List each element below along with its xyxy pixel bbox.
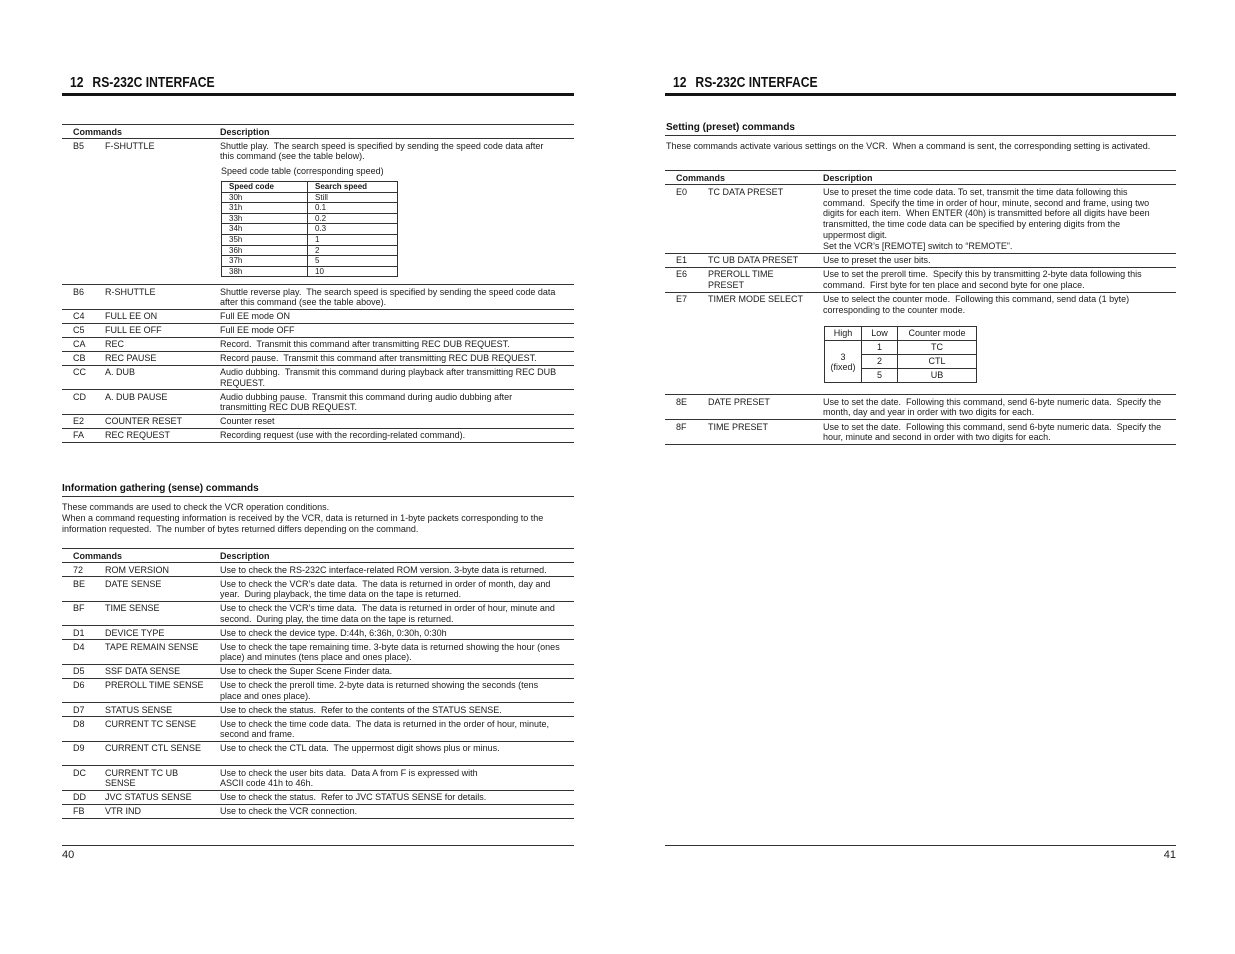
command-row xyxy=(665,420,1176,445)
chapter-header xyxy=(673,74,818,91)
command-code: C4 xyxy=(73,311,85,322)
command-code: BF xyxy=(73,603,85,613)
command-name: COUNTER RESET xyxy=(105,416,183,427)
command-description: Use to check the status. Refer to JVC STATUS SENSE for details. xyxy=(220,792,487,802)
command-row xyxy=(62,742,574,767)
command-name: VTR IND xyxy=(105,806,141,816)
section-heading: Information gathering (sense) commands xyxy=(62,483,574,497)
command-description: Use to check the Super Scene Finder data. xyxy=(220,666,393,676)
speed-table-row xyxy=(222,256,398,267)
command-description-cell xyxy=(220,141,574,284)
command-row xyxy=(62,602,574,627)
command-code: 8E xyxy=(676,396,688,407)
command-description: Use to set the date. Following this command, send 6-byte numeric data. Specify the hour, minute and second in order with two digits for each. xyxy=(823,421,1162,443)
section-heading: Setting (preset) commands xyxy=(665,122,1176,136)
command-row xyxy=(62,390,574,415)
description-column-header: Description xyxy=(823,172,873,183)
command-row xyxy=(62,717,574,742)
command-description: Counter reset xyxy=(220,416,275,427)
mode-table-header-row xyxy=(825,327,977,341)
command-code: C5 xyxy=(73,325,85,336)
command-code: FA xyxy=(73,430,85,441)
command-name: TC DATA PRESET xyxy=(708,186,784,197)
speed-code-cell: 31h xyxy=(222,203,308,214)
command-description-cell xyxy=(220,339,574,350)
chapter-title: RS-232C INTERFACE xyxy=(92,74,215,91)
header-rule xyxy=(665,93,1176,96)
command-row xyxy=(62,703,574,717)
table-header-row xyxy=(62,125,574,139)
speed-code-cell: 33h xyxy=(222,213,308,224)
command-description: Use to check the tape remaining time. 3-byte data is returned showing the hour (ones place) and minutes (tens place and ones place). xyxy=(220,641,560,662)
command-row xyxy=(62,640,574,665)
speed-code-table xyxy=(221,181,398,277)
command-description: Use to check the VCR’s date data. The data is returned in order of month, day and year. During playback, the time data on the tape is returned. xyxy=(220,578,551,599)
command-row xyxy=(62,577,574,602)
command-code: D7 xyxy=(73,704,85,715)
commands-column-header: Commands xyxy=(676,172,726,183)
description-column-header: Description xyxy=(220,126,270,137)
command-description: Use to check the RS-232C interface-related ROM version. 3-byte data is returned. xyxy=(220,564,547,575)
command-name: STATUS SENSE xyxy=(105,704,173,715)
speed-code-cell: 38h xyxy=(222,266,308,277)
command-description: Use to check the user bits data. Data A from F is expressed with ASCII code 41h to 46h. xyxy=(220,767,478,788)
mode-table-row xyxy=(825,341,977,355)
command-code: B6 xyxy=(73,286,85,297)
command-description-cell xyxy=(220,768,574,789)
command-row xyxy=(62,338,574,352)
command-row xyxy=(665,395,1176,420)
command-code: 8F xyxy=(676,421,687,432)
command-description: Use to check the status. Refer to the contents of the STATUS SENSE. xyxy=(220,704,502,715)
command-code: CC xyxy=(73,367,86,378)
command-description: Use to check the VCR’s time data. The data is returned in order of hour, minute and second. During play, the time data on the tape is returned. xyxy=(220,603,555,624)
command-code: D8 xyxy=(73,718,85,729)
command-name: DATE SENSE xyxy=(105,578,162,589)
command-name: JVC STATUS SENSE xyxy=(105,792,192,802)
chapter-number: 12 xyxy=(70,74,84,91)
command-code: BE xyxy=(73,578,86,589)
chapter-number: 12 xyxy=(673,74,687,91)
command-row xyxy=(62,310,574,324)
command-row xyxy=(665,268,1176,293)
command-description-cell xyxy=(220,642,574,663)
command-code: B5 xyxy=(73,140,85,151)
command-row xyxy=(62,324,574,338)
command-name: SSF DATA SENSE xyxy=(105,666,181,676)
speed-table-row xyxy=(222,192,398,203)
command-row xyxy=(62,626,574,640)
section-intro: These commands activate various settings on the VCR. When a command is sent, the corresponding setting is activated. xyxy=(666,140,1151,151)
command-code: FB xyxy=(73,806,85,816)
command-description-cell xyxy=(220,416,574,427)
command-name: PREROLL TIME SENSE xyxy=(105,680,204,690)
command-description-cell xyxy=(823,269,1176,291)
command-description-cell xyxy=(220,806,574,817)
speed-table-row xyxy=(222,266,398,277)
search-speed-header: Search speed xyxy=(308,182,398,193)
command-description-cell xyxy=(220,628,574,639)
speed-code-cell: 37h xyxy=(222,256,308,267)
command-name: DATE PRESET xyxy=(708,396,770,407)
command-name: F-SHUTTLE xyxy=(105,140,155,151)
command-code: D9 xyxy=(73,743,85,753)
command-description: Audio dubbing pause. Transmit this command during audio dubbing after transmitting REC DUB REQUEST. xyxy=(220,391,513,413)
command-row xyxy=(62,665,574,679)
counter-mode-cell: TC xyxy=(898,341,977,355)
counter-mode-cell: CTL xyxy=(898,355,977,369)
command-name: TAPE REMAIN SENSE xyxy=(105,641,199,652)
sense-command-table xyxy=(62,548,574,819)
speed-code-cell: 34h xyxy=(222,224,308,235)
footer-rule xyxy=(665,845,1176,846)
command-description: Use to set the preroll time. Specify this by transmitting 2-byte data following this command. First byte for ten place and second byte for one place. xyxy=(823,269,1142,291)
right-page xyxy=(665,0,1176,954)
command-name: REC PAUSE xyxy=(105,353,157,364)
command-description-cell xyxy=(220,353,574,364)
page-number: 41 xyxy=(1163,849,1176,861)
command-description: Shuttle play. The search speed is specified by sending the speed code data after this command (see the table below). xyxy=(220,140,544,161)
command-code: D1 xyxy=(73,627,85,638)
command-description-cell xyxy=(220,311,574,322)
command-row xyxy=(665,185,1176,253)
command-row xyxy=(62,791,574,805)
counter-mode-table xyxy=(824,326,977,383)
command-row xyxy=(62,429,574,443)
command-name: CURRENT TC SENSE xyxy=(105,718,197,729)
low-value-cell: 5 xyxy=(862,369,898,383)
high-header: High xyxy=(825,327,862,341)
command-code: E2 xyxy=(73,416,85,427)
command-description-cell xyxy=(220,325,574,336)
command-row xyxy=(62,352,574,366)
command-code: DC xyxy=(73,767,86,778)
command-code: DD xyxy=(73,792,86,802)
chapter-header xyxy=(70,74,215,91)
search-speed-cell: 2 xyxy=(308,245,398,256)
speed-table-header-row xyxy=(222,182,398,193)
command-description-cell xyxy=(220,705,574,716)
speed-table-row xyxy=(222,234,398,245)
header-rule xyxy=(62,93,574,96)
section-intro: These commands are used to check the VCR operation conditions. When a command requesting information is received by the VCR, data is returned in 1-byte packets corresponding to the information requested. The number of bytes returned differs depending on the command. xyxy=(62,502,544,534)
low-value-cell: 2 xyxy=(862,355,898,369)
command-description-cell xyxy=(823,294,1176,393)
command-description-cell xyxy=(220,430,574,441)
search-speed-cell: 1 xyxy=(308,234,398,245)
command-row xyxy=(62,563,574,577)
command-description: Full EE mode ON xyxy=(220,311,291,322)
command-name: REC xyxy=(105,339,125,350)
preset-command-table xyxy=(665,170,1176,445)
command-description-cell xyxy=(823,422,1176,444)
command-name: R-SHUTTLE xyxy=(105,286,156,297)
command-description-cell xyxy=(823,187,1176,252)
command-description-cell xyxy=(823,397,1176,419)
command-name: TIME PRESET xyxy=(708,421,769,432)
command-code: E7 xyxy=(676,294,688,305)
footer-rule xyxy=(62,845,574,846)
command-name: CURRENT TC UB SENSE xyxy=(105,767,179,788)
command-description: Use to set the date. Following this command, send 6-byte numeric data. Specify the month, day and year in order with two digits for each. xyxy=(823,396,1162,418)
command-code: CB xyxy=(73,353,86,364)
speed-table-row xyxy=(222,245,398,256)
commands-column-header: Commands xyxy=(73,126,123,137)
search-speed-cell: 0.1 xyxy=(308,203,398,214)
command-description: Record. Transmit this command after transmitting REC DUB REQUEST. xyxy=(220,339,510,350)
page-number: 40 xyxy=(62,849,75,861)
speed-code-cell: 30h xyxy=(222,192,308,203)
command-description-cell xyxy=(220,743,574,764)
command-code: CD xyxy=(73,391,86,402)
command-description: Record pause. Transmit this command after transmitting REC DUB REQUEST. xyxy=(220,353,537,364)
command-name: DEVICE TYPE xyxy=(105,627,165,638)
left-page xyxy=(62,0,574,954)
search-speed-cell: 5 xyxy=(308,256,398,267)
command-description: Use to check the time code data. The data is returned in the order of hour, minute, second and frame. xyxy=(220,718,550,739)
command-row xyxy=(62,679,574,704)
command-description: Use to preset the time code data. To set, transmit the time data following this command. Specify the time in order of hour, minute, second and frame, using two digits for each item. When ENTER (40h) is transmitted before all digits have been transmitted, the time code data can be specified by entering digits from the uppermost digit. Set the VCR’s [REMOTE] switch to “REMOTE”. xyxy=(823,186,1150,251)
command-name: A. DUB PAUSE xyxy=(105,391,168,402)
command-row xyxy=(62,139,574,285)
command-description: Use to check the preroll time. 2-byte data is returned showing the seconds (tens place and ones place). xyxy=(220,680,539,701)
command-description: Use to preset the user bits. xyxy=(823,255,931,266)
command-row xyxy=(665,293,1176,395)
command-description: Use to check the device type. D:44h, 6:36h, 0:30h, 0:30h xyxy=(220,627,447,638)
command-description: Shuttle reverse play. The search speed is specified by sending the speed code data after this command (see the table above). xyxy=(220,286,556,308)
speed-table-row xyxy=(222,213,398,224)
command-description-cell xyxy=(220,565,574,576)
command-description: Use to check the CTL data. The uppermost digit shows plus or minus. xyxy=(220,743,500,753)
command-row xyxy=(62,285,574,310)
command-description-cell xyxy=(220,666,574,677)
table-header-row xyxy=(665,171,1176,185)
speed-table-row xyxy=(222,203,398,214)
speed-code-cell: 36h xyxy=(222,245,308,256)
command-name: A. DUB xyxy=(105,367,136,378)
command-description: Audio dubbing. Transmit this command during playback after transmitting REC DUB REQUEST. xyxy=(220,367,557,388)
command-description-cell xyxy=(220,603,574,624)
command-description-cell xyxy=(220,719,574,740)
command-description: Use to select the counter mode. Following this command, send data (1 byte) corresponding to the counter mode. xyxy=(823,294,1130,316)
counter-mode-cell: UB xyxy=(898,369,977,383)
command-row xyxy=(62,805,574,819)
command-description-cell xyxy=(823,255,1176,266)
speed-code-cell: 35h xyxy=(222,234,308,245)
speed-table-caption: Speed code table (corresponding speed) xyxy=(221,165,384,176)
counter-mode-header: Counter mode xyxy=(898,327,977,341)
command-code: E0 xyxy=(676,186,688,197)
command-name: CURRENT CTL SENSE xyxy=(105,743,202,753)
command-name: REC REQUEST xyxy=(105,430,171,441)
speed-table-row xyxy=(222,224,398,235)
chapter-title: RS-232C INTERFACE xyxy=(695,74,818,91)
command-description-cell xyxy=(220,579,574,600)
command-name: TC UB DATA PRESET xyxy=(708,255,799,266)
command-description-cell xyxy=(220,680,574,701)
command-name: FULL EE ON xyxy=(105,311,158,322)
high-value-cell: 3 (fixed) xyxy=(825,341,862,383)
description-column-header: Description xyxy=(220,550,270,561)
commands-column-header: Commands xyxy=(73,550,123,561)
search-speed-cell: 10 xyxy=(308,266,398,277)
command-code: D6 xyxy=(73,680,85,690)
command-row xyxy=(62,766,574,791)
command-name: ROM VERSION xyxy=(105,564,170,575)
command-row xyxy=(665,254,1176,268)
command-code: D4 xyxy=(73,641,85,652)
command-name: PREROLL TIME PRESET xyxy=(708,269,774,291)
search-speed-cell: Still xyxy=(308,192,398,203)
command-description-cell xyxy=(220,287,574,308)
command-row xyxy=(62,415,574,429)
command-name: TIME SENSE xyxy=(105,603,160,613)
command-table xyxy=(62,124,574,443)
low-header: Low xyxy=(862,327,898,341)
command-description: Recording request (use with the recording-related command). xyxy=(220,430,466,441)
command-code: E6 xyxy=(676,269,688,280)
command-code: 72 xyxy=(73,564,84,575)
command-code: D5 xyxy=(73,666,85,676)
command-description-cell xyxy=(220,367,574,388)
search-speed-cell: 0.2 xyxy=(308,213,398,224)
command-description: Full EE mode OFF xyxy=(220,325,295,336)
command-name: FULL EE OFF xyxy=(105,325,162,336)
command-description: Use to check the VCR connection. xyxy=(220,806,358,816)
low-value-cell: 1 xyxy=(862,341,898,355)
command-code: CA xyxy=(73,339,86,350)
command-description-cell xyxy=(220,392,574,413)
table-header-row xyxy=(62,549,574,563)
command-description-cell xyxy=(220,792,574,803)
speed-code-header: Speed code xyxy=(222,182,308,193)
command-code: E1 xyxy=(676,255,688,266)
command-row xyxy=(62,366,574,391)
command-name: TIMER MODE SELECT xyxy=(708,294,804,305)
search-speed-cell: 0.3 xyxy=(308,224,398,235)
